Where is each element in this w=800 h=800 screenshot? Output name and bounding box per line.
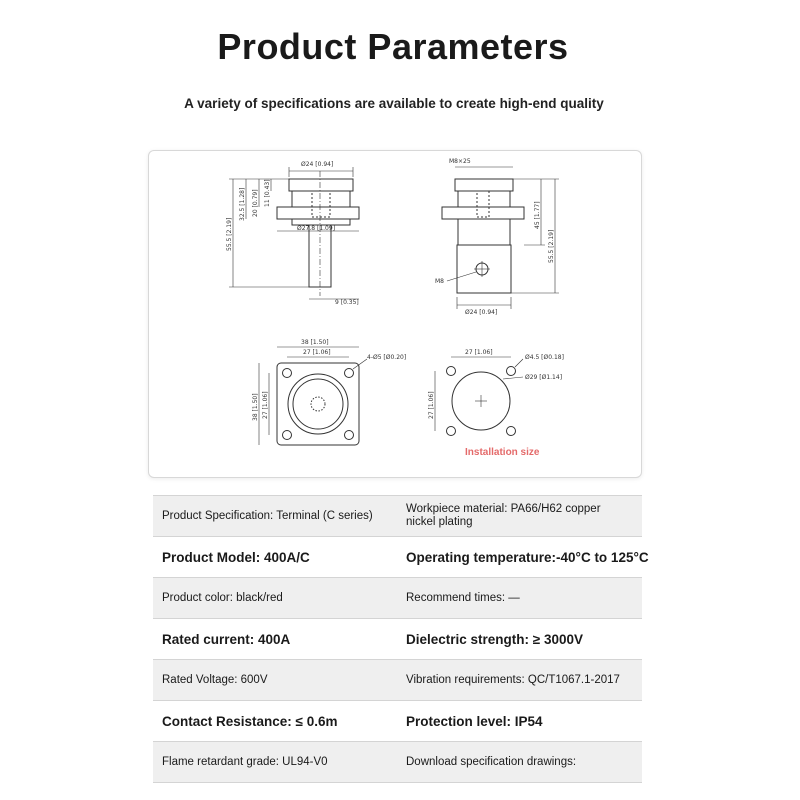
dim-label: Ø29 [Ø1.14] xyxy=(525,374,563,381)
technical-drawing xyxy=(149,151,641,477)
dim-label: 11 [0.43] xyxy=(264,179,271,207)
spec-row xyxy=(153,577,642,618)
connector-side-view xyxy=(442,179,524,293)
dim-label: 55.5 [2.19] xyxy=(548,229,555,263)
spec-row xyxy=(153,700,642,741)
spec-dielectric-strength: Dielectric strength: ≥ 3000V xyxy=(406,631,583,647)
dim-label: 32.5 [1.28] xyxy=(239,187,246,221)
spec-vibration-requirements: Vibration requirements: QC/T1067.1-2017 xyxy=(406,673,620,686)
spec-product-specification: Product Specification: Terminal (C series) xyxy=(162,509,373,522)
spec-row xyxy=(153,495,642,536)
dim-label: 55.5 [2.19] xyxy=(226,217,233,251)
spec-rated-current: Rated current: 400A xyxy=(162,631,291,647)
spec-rated-voltage: Rated Voltage: 600V xyxy=(162,673,268,686)
dim-label: 9 [0.35] xyxy=(335,299,359,306)
dim-label: 45 [1.77] xyxy=(534,201,541,229)
dim-label: 38 [1.50] xyxy=(301,339,329,346)
flange-square-view xyxy=(277,363,359,445)
page-title: Product Parameters xyxy=(217,26,569,67)
spec-download-drawings[interactable]: Download specification drawings: xyxy=(406,755,577,768)
side-view-dimension-lines xyxy=(447,167,559,309)
installation-hole-pattern xyxy=(447,367,516,436)
dim-label: 38 [1.50] xyxy=(252,393,259,421)
dim-label: 27 [1.06] xyxy=(303,349,331,356)
spec-row xyxy=(153,618,642,659)
dim-label: Ø24 [0.94] xyxy=(301,161,334,168)
spec-product-color: Product color: black/red xyxy=(162,591,283,604)
spec-workpiece-material: Workpiece material: PA66/H62 copper nickel plating xyxy=(406,503,601,528)
page-subtitle: A variety of specifications are available to create high-end quality xyxy=(184,96,604,111)
spec-row xyxy=(153,659,642,700)
dim-label: 20 [0.79] xyxy=(252,189,259,217)
dim-label: M8×25 xyxy=(449,158,471,165)
spec-protection-level: Protection level: IP54 xyxy=(406,713,543,729)
dim-label: 27 [1.06] xyxy=(465,349,493,356)
dim-label: Ø4.5 [Ø0.18] xyxy=(525,354,564,361)
dim-label: Ø27.8 [1.09] xyxy=(297,225,336,232)
dim-label: 27 [1.06] xyxy=(262,391,269,419)
flange-dimension-lines xyxy=(259,347,367,445)
spec-flame-retardant-grade: Flame retardant grade: UL94-V0 xyxy=(162,755,328,768)
dim-label: Ø24 [0.94] xyxy=(465,309,498,316)
spec-row xyxy=(153,536,649,577)
dim-label: M8 xyxy=(435,278,444,285)
connector-front-view xyxy=(277,171,359,296)
front-view-dimension-lines xyxy=(229,167,359,299)
spec-operating-temperature: Operating temperature:-40°C to 125°C xyxy=(406,549,649,565)
dim-label: 4-Ø5 [Ø0.20] xyxy=(367,354,407,361)
spec-recommend-times: Recommend times: — xyxy=(406,591,520,604)
installation-size-label: Installation size xyxy=(465,447,540,458)
spec-contact-resistance: Contact Resistance: ≤ 0.6m xyxy=(162,713,338,729)
spec-product-model: Product Model: 400A/C xyxy=(162,549,310,565)
spec-row xyxy=(153,741,642,783)
dim-label: 27 [1.06] xyxy=(428,391,435,419)
technical-drawing-card xyxy=(148,150,642,478)
spec-table xyxy=(153,495,649,783)
